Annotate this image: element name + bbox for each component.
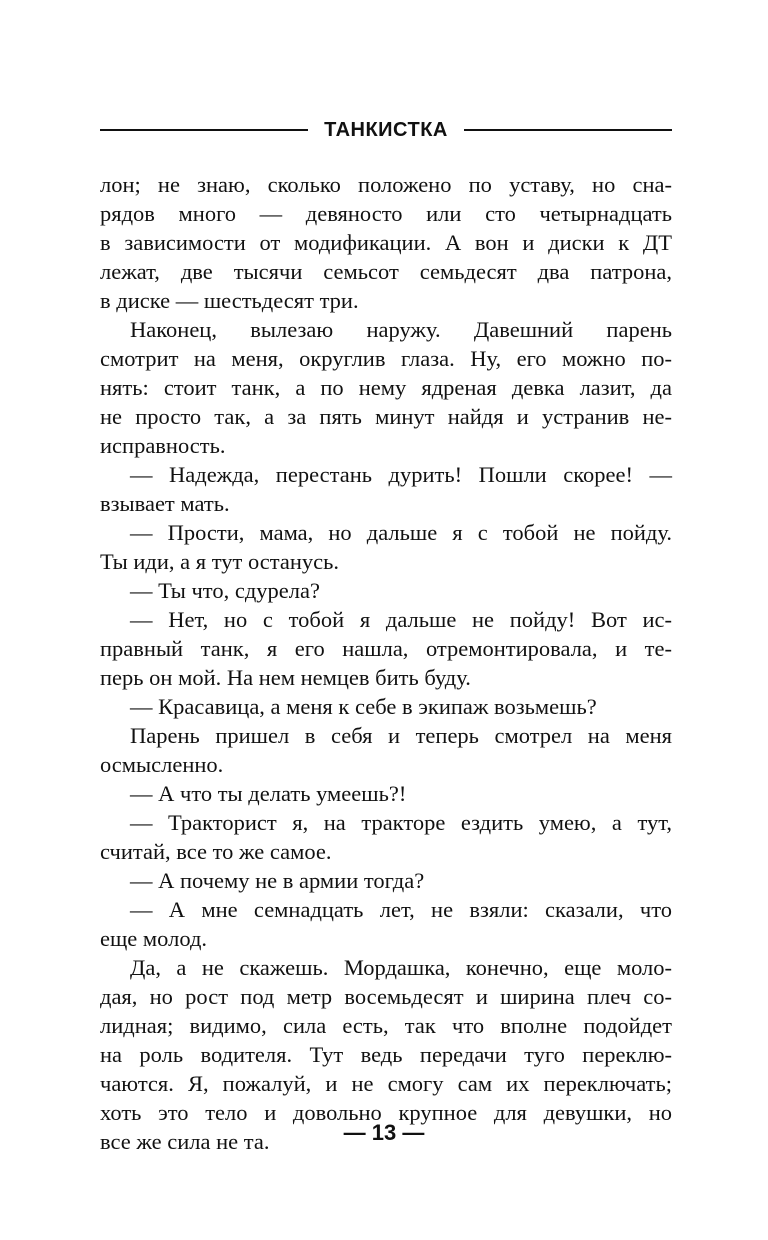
text-line: — Нет, но с тобой я дальше не пойду! Вот ис- <box>130 607 672 632</box>
text-line: в диске — шестьдесят три. <box>100 288 359 313</box>
running-head <box>100 115 672 145</box>
text-line: взывает мать. <box>100 491 230 516</box>
text-line: Парень пришел в себя и теперь смотрел на меня <box>130 723 672 748</box>
header-rule-right <box>464 129 672 131</box>
text-line: — А почему не в армии тогда? <box>130 868 425 893</box>
text-line: перь он мой. На нем немцев бить буду. <box>100 665 471 690</box>
text-line: еще молод. <box>100 926 208 951</box>
text-line: Ты иди, а я тут останусь. <box>100 549 340 574</box>
text-line: лидная; видимо, сила есть, так что вполне подойдет <box>100 1013 672 1038</box>
text-line: — Тракторист я, на тракторе ездить умею, а тут, <box>130 810 672 835</box>
text-line: все же сила не та. <box>100 1129 270 1154</box>
text-line: Да, а не скажешь. Мордашка, конечно, еще моло- <box>130 955 672 980</box>
text-line: хоть это тело и довольно крупное для девушки, но <box>100 1100 672 1125</box>
text-line: осмысленно. <box>100 752 224 777</box>
page-number: — 13 — <box>343 1120 425 1145</box>
text-line: — А что ты делать умеешь?! <box>130 781 407 806</box>
running-head-title: ТАНКИСТКА <box>324 118 448 141</box>
text-line: дая, но рост под метр восемьдесят и ширина плеч со- <box>100 984 672 1009</box>
body-text <box>100 170 672 1156</box>
text-line: — Надежда, перестань дурить! Пошли скорее! — <box>130 462 672 487</box>
text-line: — А мне семнадцать лет, не взяли: сказали, что <box>130 897 672 922</box>
text-line: правный танк, я его нашла, отремонтировала, и те- <box>100 636 672 661</box>
text-line: лон; не знаю, сколько положено по уставу, но сна- <box>100 172 672 197</box>
text-line: чаются. Я, пожалуй, и не смогу сам их переключать; <box>100 1071 672 1096</box>
text-line: рядов много — девяносто или сто четырнадцать <box>100 201 672 226</box>
text-line: лежат, две тысячи семьсот семьдесят два патрона, <box>100 259 672 284</box>
text-line: исправность. <box>100 433 226 458</box>
text-line: в зависимости от модификации. А вон и диски к ДТ <box>100 230 672 255</box>
text-line: — Прости, мама, но дальше я с тобой не пойду. <box>130 520 672 545</box>
text-line: на роль водителя. Тут ведь передачи туго переклю- <box>100 1042 672 1067</box>
text-line: — Ты что, сдурела? <box>130 578 320 603</box>
text-line: — Красавица, а меня к себе в экипаж возьмешь? <box>130 694 597 719</box>
text-line: смотрит на меня, округлив глаза. Ну, его можно по- <box>100 346 672 371</box>
text-line: нять: стоит танк, а по нему ядреная девка лазит, да <box>100 375 672 400</box>
text-line: Наконец, вылезаю наружу. Давешний парень <box>130 317 672 342</box>
text-line: не просто так, а за пять минут найдя и устранив не- <box>100 404 672 429</box>
header-rule-left <box>100 129 308 131</box>
text-line: считай, все то же самое. <box>100 839 332 864</box>
